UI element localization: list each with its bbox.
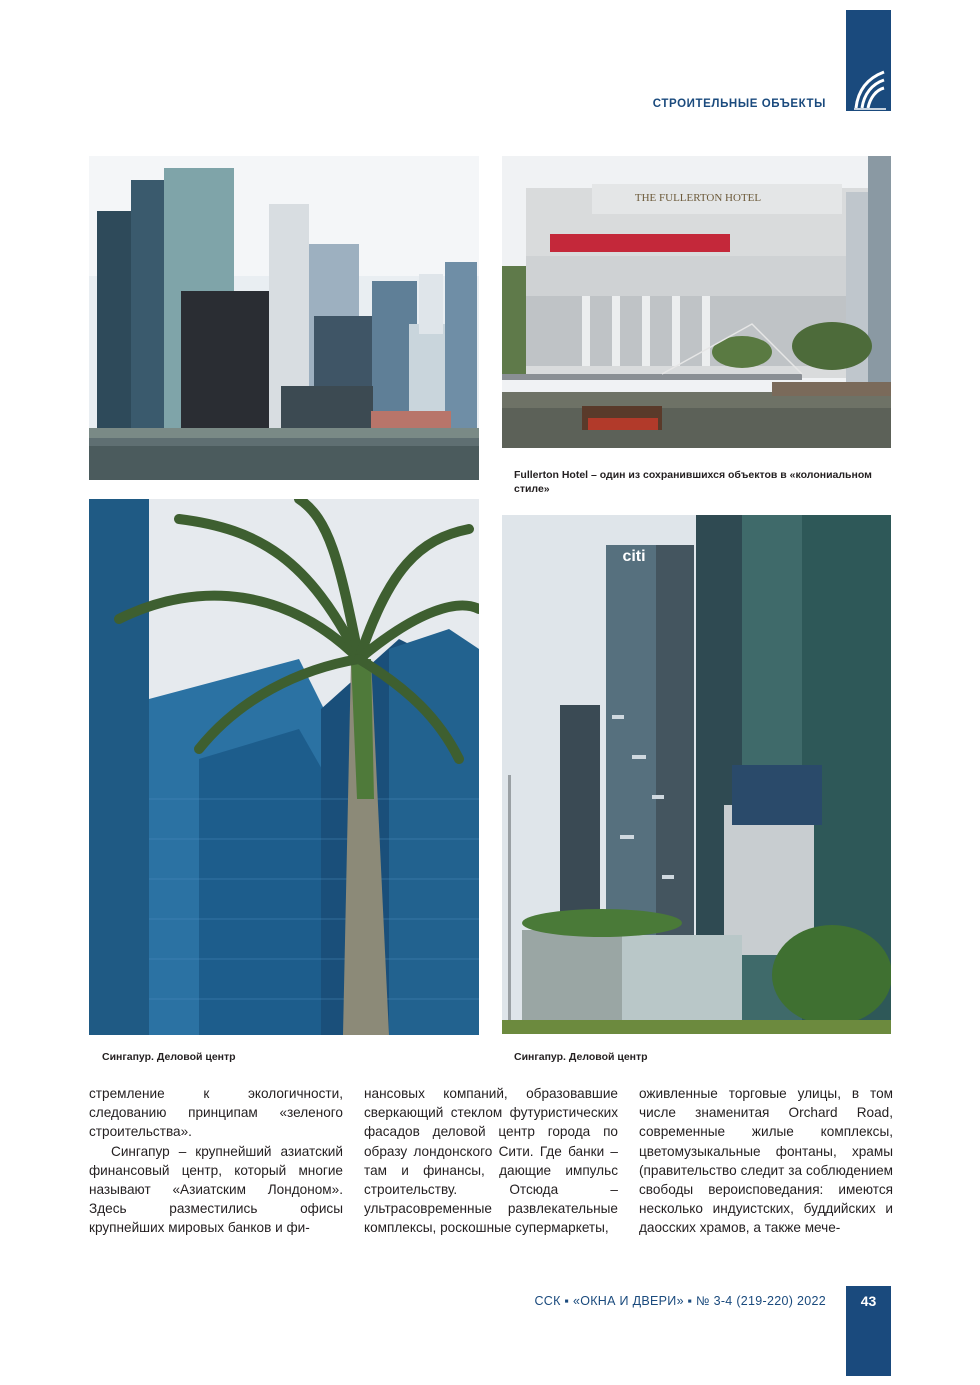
text-column-3 bbox=[639, 1084, 893, 1238]
col1-paragraph-1: стремление к экологичности, следованию принципам «зеленого строительства». bbox=[89, 1086, 343, 1140]
citi-towers-photo bbox=[502, 515, 891, 1034]
wave-logo-icon bbox=[852, 68, 886, 110]
page-number-tab bbox=[846, 1286, 891, 1376]
fullerton-hotel-photo bbox=[502, 156, 891, 448]
col1-paragraph-2: Сингапур – крупнейший азиатский финансовый центр, который многие называют «Азиатским Лондоном». Здесь разместились офисы крупнейших мировых банков и фи- bbox=[89, 1143, 343, 1236]
section-title: СТРОИТЕЛЬНЫЕ ОБЪЕКТЫ bbox=[652, 98, 826, 110]
hotel-sign: THE FULLERTON HOTEL bbox=[634, 192, 762, 204]
col2-paragraph: нансовых компаний, образовавшие сверкающий стеклом футуристических фасадов деловой центр города по образу лондонского Сити. Где банки – там и финансы, дающие импульс строительству. Отсюда – ультрасовременные развлекательные комплексы, роскошные супермаркеты, bbox=[364, 1086, 618, 1236]
text-column-2 bbox=[364, 1084, 618, 1238]
text-column-1 bbox=[89, 1084, 343, 1238]
header-tab bbox=[846, 10, 891, 111]
palm-towers-photo bbox=[89, 499, 479, 1035]
citi-sign: citi bbox=[622, 548, 646, 565]
right-bottom-caption: Сингапур. Деловой центр bbox=[514, 1051, 648, 1063]
journal-footer: ССК ▪ «ОКНА И ДВЕРИ» ▪ № 3-4 (219-220) 2022 bbox=[534, 1294, 826, 1308]
page-number: 43 bbox=[860, 1293, 877, 1309]
skyline-photo bbox=[89, 156, 479, 480]
col3-paragraph: оживленные торговые улицы, в том числе знаменитая Orchard Road, современные жилые комплексы, цветомузыкальные фонтаны, храмы (правительство следит за соблюдением свободы вероисповедания: имеются несколько индуистских, буддийских и даосских храмов, а также мече- bbox=[639, 1086, 893, 1236]
fullerton-caption: Fullerton Hotel – один из сохранившихся объектов в «колониальном стиле» bbox=[514, 469, 872, 495]
left-bottom-caption: Сингапур. Деловой центр bbox=[102, 1051, 236, 1063]
